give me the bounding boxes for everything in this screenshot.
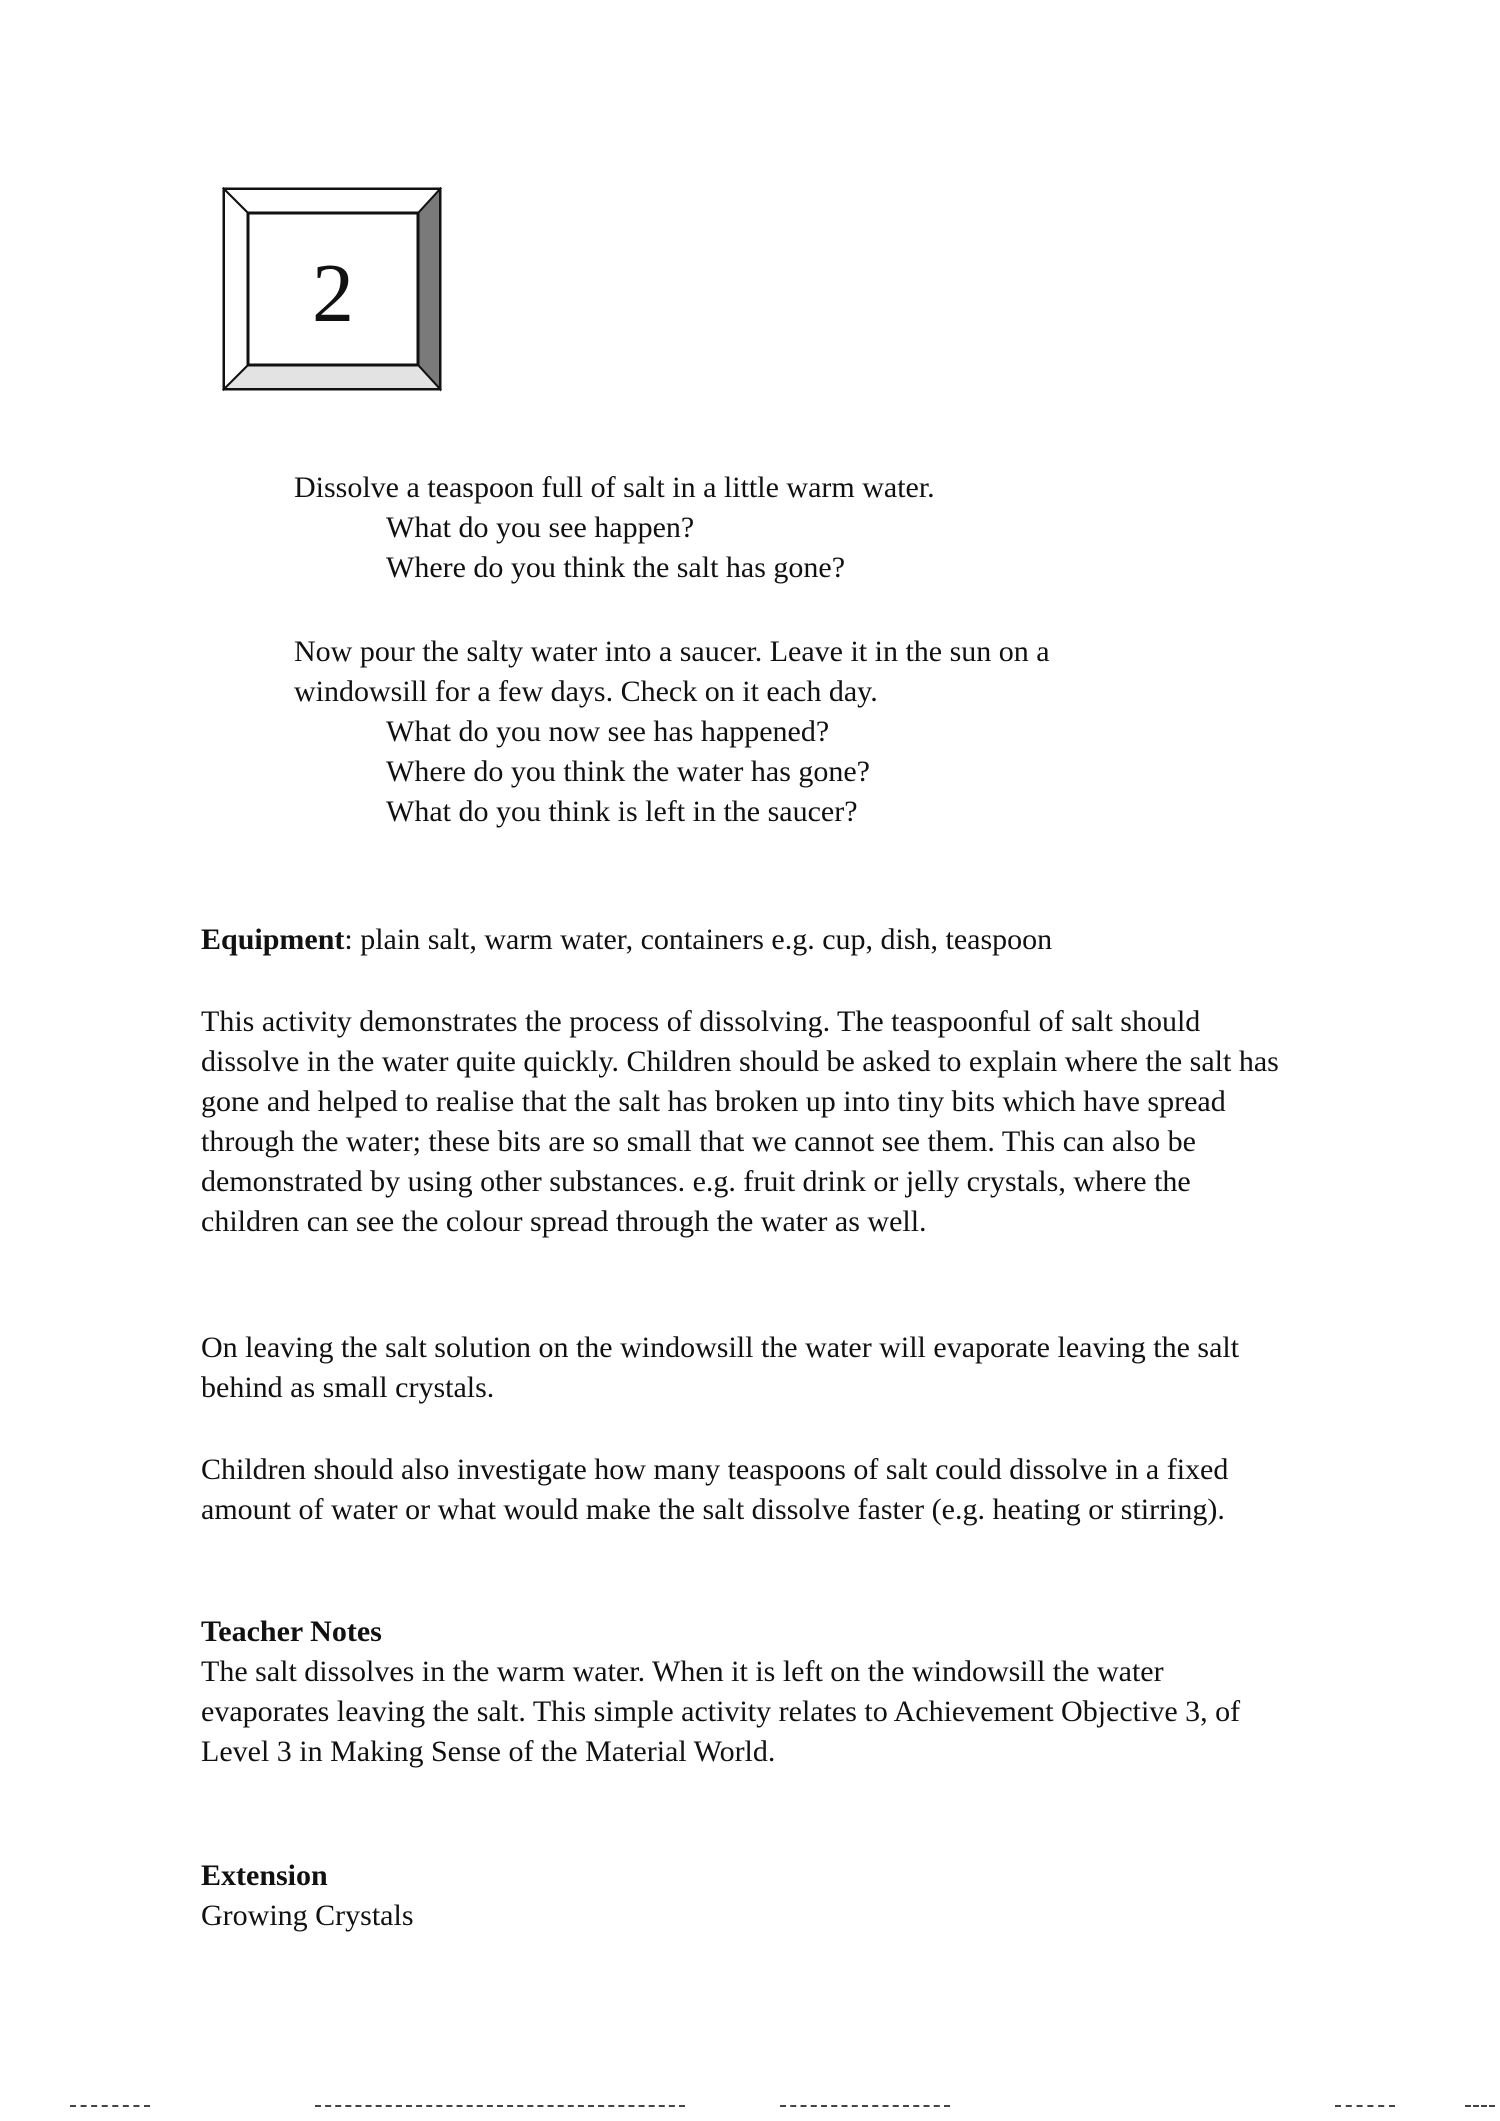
- equipment-label: Equipment: [201, 923, 345, 956]
- equipment-text: : plain salt, warm water, containers e.g. cup, dish, teaspoon: [344, 923, 1053, 956]
- instruction-line: Now pour the salty water into a saucer. Leave it in the sun on a: [294, 635, 1050, 668]
- activity-number: 2: [312, 247, 354, 340]
- paragraph-text: Children should also investigate how many teaspoons of salt could dissolve in a fixed amount of water or what would make the salt dissolve faster (e.g. heating or stirring).: [201, 1453, 1229, 1526]
- instruction-question: What do you think is left in the saucer?: [386, 795, 858, 828]
- teacher-notes-text: The salt dissolves in the warm water. When it is left on the windowsill the water evaporates leaving the salt. This simple activity relates to Achievement Objective 3, of Level 3 in Making Sense of the Material World.: [201, 1655, 1241, 1768]
- extension-text: Growing Crystals: [201, 1899, 414, 1932]
- evaporation-paragraph: [201, 1328, 1281, 1408]
- investigation-paragraph: [201, 1450, 1281, 1530]
- scan-artifact-rule: [1335, 2105, 1395, 2107]
- extension-heading: Extension: [201, 1859, 328, 1892]
- extension-section: [201, 1856, 1281, 1936]
- scan-artifact-rule: [70, 2105, 150, 2107]
- paragraph-text: On leaving the salt solution on the windowsill the water will evaporate leaving the salt behind as small crystals.: [201, 1331, 1240, 1404]
- instruction-question: What do you see happen?: [386, 511, 695, 544]
- instruction-question: Where do you think the water has gone?: [386, 755, 870, 788]
- activity-number-box: [222, 187, 444, 394]
- equipment-line: [201, 920, 1052, 960]
- paragraph-text: This activity demonstrates the process of dissolving. The teaspoonful of salt should dissolve in the water quite quickly. Children should be asked to explain where the salt has gone and helped to realise that the salt has broken up into tiny bits which have spread through the water; these bits are so small that we cannot see them. This can also be demonstrated by using other substances. e.g. fruit drink or jelly crystals, where the children can see the colour spread through the water as well.: [201, 1005, 1279, 1238]
- scan-artifact-rule: [780, 2105, 950, 2107]
- scan-artifact-rule: [1465, 2105, 1495, 2107]
- instruction-question: Where do you think the salt has gone?: [386, 551, 846, 584]
- instruction-question: What do you now see has happened?: [386, 715, 830, 748]
- instruction-line: windowsill for a few days. Check on it each day.: [294, 675, 878, 708]
- teacher-notes-section: [201, 1612, 1281, 1772]
- instruction-line: Dissolve a teaspoon full of salt in a little warm water.: [294, 471, 935, 504]
- teacher-notes-heading: Teacher Notes: [201, 1615, 382, 1648]
- scan-artifact-rule: [315, 2105, 685, 2107]
- explanation-paragraph: [201, 1002, 1281, 1242]
